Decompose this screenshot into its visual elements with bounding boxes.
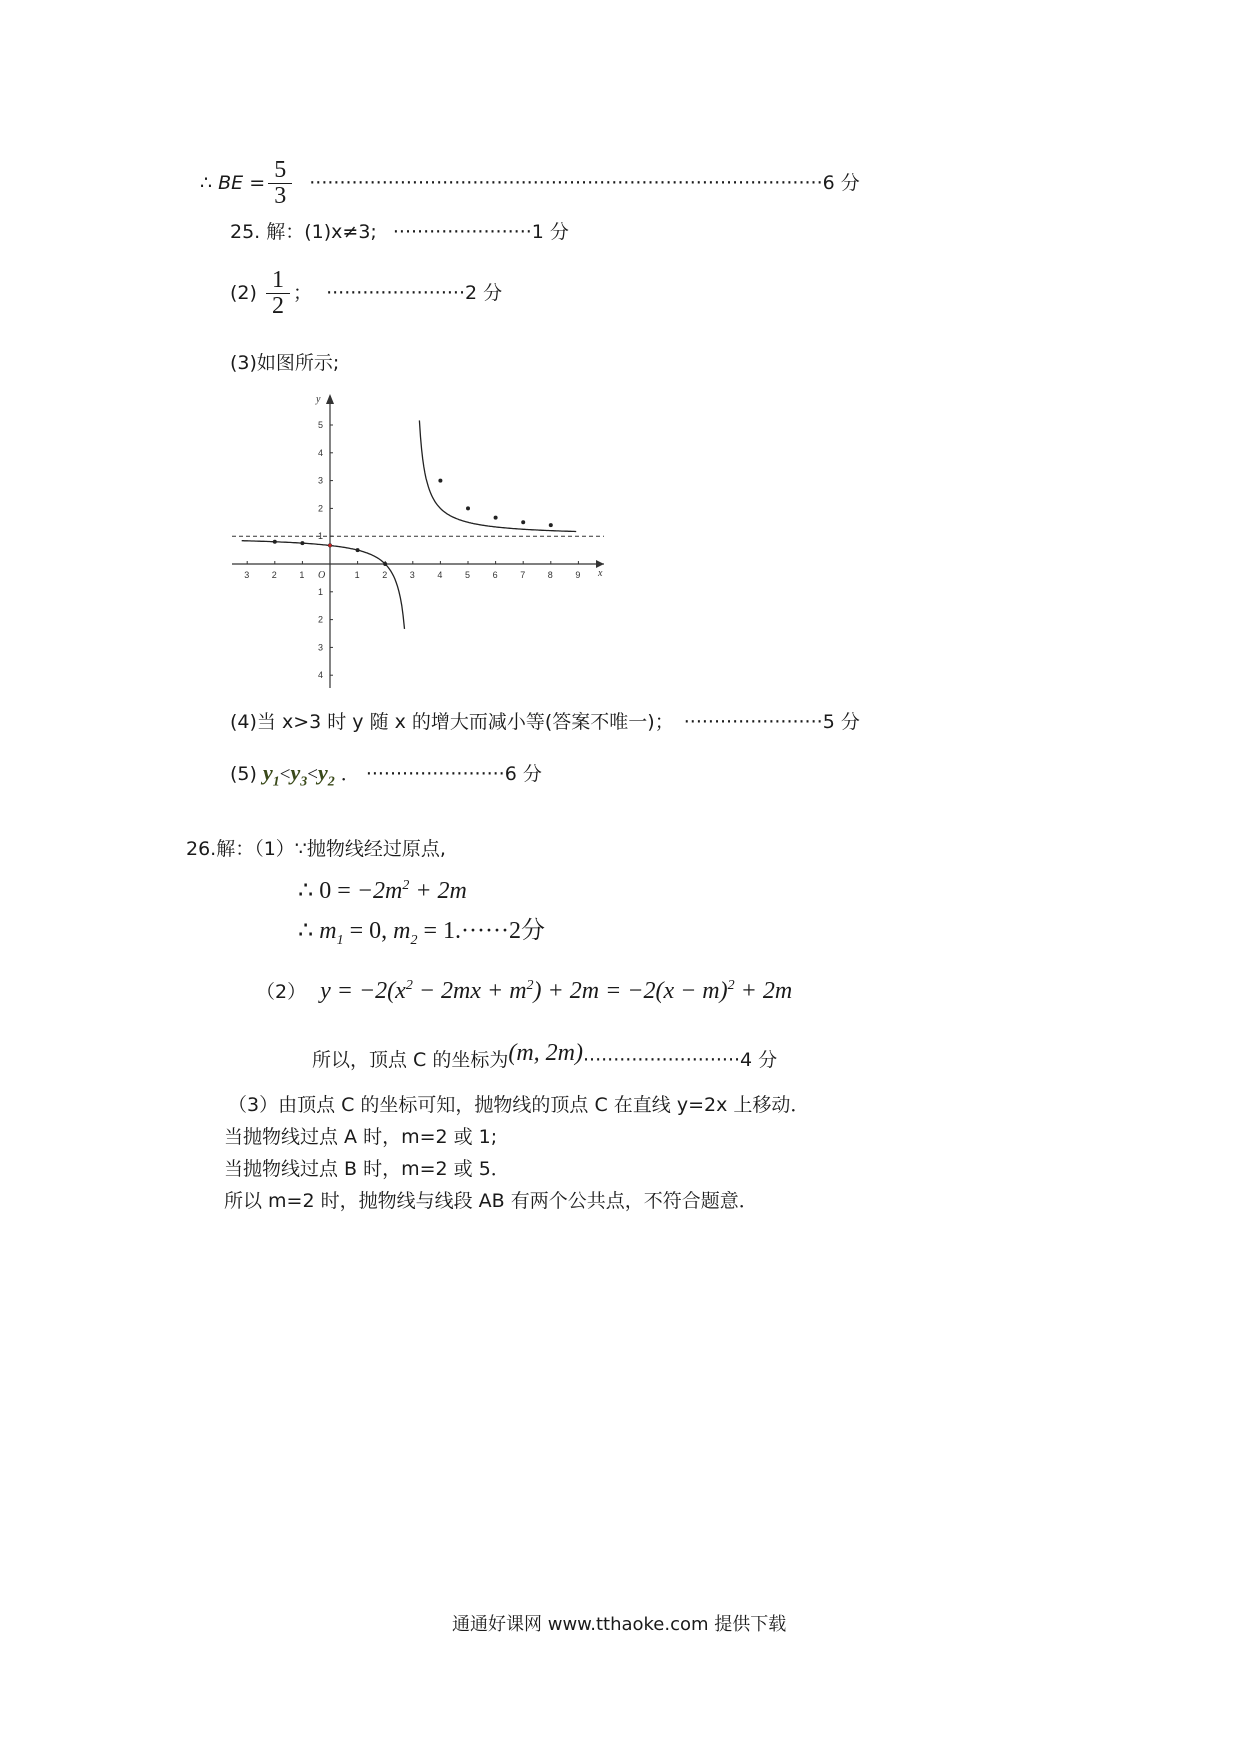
- fraction-denominator: 3: [274, 183, 287, 210]
- x-tick-label: 1: [354, 570, 360, 580]
- eq-term: $-2m^2$: [356, 878, 410, 904]
- leader-dots: ·······················: [326, 282, 465, 305]
- vertex-text: 所以，顶点 C 的坐标为: [312, 1049, 509, 1071]
- be-label: BE: [218, 172, 244, 195]
- origin-label: O: [318, 570, 326, 581]
- line-vertex-coordinate: [312, 1040, 778, 1074]
- fraction-numerator: 5: [274, 157, 287, 183]
- eq-zero: 0: [319, 878, 332, 904]
- line-q25-part3: [230, 352, 339, 375]
- x-tick-label: 8: [547, 570, 553, 580]
- x-axis-label: x: [598, 568, 603, 579]
- fraction-numerator: 1: [271, 267, 284, 293]
- y-tick-label: 4: [318, 670, 324, 681]
- y-tick-label: 1: [318, 586, 324, 597]
- leader-dots: ·····················································································: [309, 172, 823, 195]
- period: ．: [340, 763, 360, 785]
- line-conclusion: [224, 1190, 758, 1213]
- x-tick-label: 4: [437, 570, 443, 580]
- line-q25-part1: [230, 221, 569, 244]
- x-tick-label: 9: [575, 570, 581, 580]
- curve-right-branch: [419, 420, 576, 531]
- graph-point: [383, 562, 387, 566]
- footer: [452, 1614, 786, 1636]
- graph-point: [466, 506, 470, 510]
- y-axis-arrow: [326, 394, 334, 404]
- fraction-1-2: [269, 268, 287, 319]
- y-tick-label: 1: [318, 531, 324, 542]
- curve-left-branch: [242, 541, 405, 629]
- therefore-symbol: ∴: [298, 918, 314, 944]
- y2-symbol: $y_2$: [317, 760, 335, 790]
- y-tick-label: 4: [318, 447, 324, 458]
- m1-value: = 0,: [349, 918, 388, 944]
- graph-point: [438, 479, 442, 483]
- vertex-form-expression: $y = -2(x^2 - 2mx + m^2) + 2m = -2(x - m)^2 + 2m$: [320, 978, 793, 1004]
- line-point-a: [224, 1126, 497, 1149]
- conclusion-text: 所以 m=2 时，抛物线与线段 AB 有两个公共点，不符合题意．: [224, 1190, 758, 1212]
- line-q25-part5: [230, 760, 542, 791]
- part-label: (2): [230, 282, 257, 305]
- score-label: 1 分: [531, 221, 569, 243]
- y-tick-label: 3: [318, 642, 324, 653]
- line-point-b: [224, 1158, 510, 1181]
- therefore-symbol: ∴: [298, 878, 314, 904]
- equation-origin: [298, 877, 467, 906]
- graph-point: [300, 541, 304, 545]
- line-q25-part4: [230, 711, 860, 734]
- y-tick-label: 2: [318, 614, 324, 625]
- leader-dots: ·······················: [365, 763, 505, 785]
- leader-dots: ·······················: [392, 221, 532, 243]
- line-q26-part3: [228, 1094, 809, 1117]
- m2-symbol: $m_2$: [393, 918, 418, 948]
- vertex-coordinate: (m, 2m): [508, 1040, 584, 1066]
- y-tick-label: 3: [318, 475, 324, 486]
- line-q26-part1: [186, 838, 446, 861]
- y-axis-label: y: [316, 394, 321, 405]
- equals-sign: =: [249, 172, 266, 195]
- q25-part4-text: (4)当 x>3 时 y 随 x 的增大而减小等(答案不唯一)；: [230, 711, 674, 733]
- footer-text: 通通好课网 www.tthaoke.com 提供下载: [452, 1614, 787, 1635]
- m2-value: = 1.······2分: [423, 918, 546, 944]
- fraction-denominator: 2: [271, 293, 284, 320]
- equals-sign: =: [337, 878, 351, 904]
- q25-part3-text: (3)如图所示;: [230, 352, 340, 374]
- x-tick-label: 3: [409, 570, 415, 580]
- x-tick-label: 7: [520, 570, 526, 580]
- x-axis-arrow: [596, 560, 604, 568]
- x-tick-label: 5: [465, 570, 471, 580]
- less-than: <: [307, 764, 318, 785]
- y-tick-label: 5: [318, 420, 324, 430]
- q25-part1-text: 25. 解：(1)x≠3;: [230, 221, 377, 243]
- graph-point: [549, 523, 553, 527]
- y3-symbol: $y_3$: [290, 760, 308, 790]
- y1-symbol: $y_1$: [262, 760, 280, 790]
- x-tick-label: 2: [382, 570, 388, 580]
- line-q25-part2: [230, 268, 502, 319]
- y-tick-label: 2: [318, 503, 324, 514]
- point-b-text: 当抛物线过点 B 时，m=2 或 5．: [224, 1158, 510, 1180]
- part-label: （2）: [256, 981, 307, 1003]
- score-label: 6 分: [504, 763, 542, 785]
- semicolon: ；: [293, 282, 313, 305]
- equation-vertex-form: [256, 977, 792, 1006]
- therefore-symbol: ∴: [200, 172, 213, 195]
- eq-term: + 2m: [415, 878, 467, 904]
- y-intercept-mark: [328, 544, 331, 547]
- score-label: 4 分: [740, 1049, 778, 1071]
- q26-part1-text: 26.解：（1）∵抛物线经过原点,: [186, 838, 446, 860]
- graph-point: [494, 516, 498, 520]
- leader-dots: ·······················: [683, 711, 823, 733]
- x-tick-label: 2: [271, 570, 277, 580]
- graph-point: [521, 520, 525, 524]
- q26-part3-text: （3）由顶点 C 的坐标可知，抛物线的顶点 C 在直线 y=2x 上移动．: [228, 1094, 810, 1116]
- line-be-result: [200, 158, 860, 209]
- x-tick-label: 3: [244, 570, 250, 580]
- graph-point: [273, 540, 277, 544]
- leader-dots: ··························: [583, 1049, 741, 1071]
- part-label: (5): [230, 763, 257, 785]
- x-tick-label: 1: [299, 570, 305, 580]
- graph-point: [356, 548, 360, 552]
- score-label: 6 分: [822, 172, 860, 195]
- less-than: <: [279, 764, 291, 785]
- fraction-5-3: [271, 158, 289, 209]
- point-a-text: 当抛物线过点 A 时，m=2 或 1;: [224, 1126, 498, 1148]
- x-tick-label: 6: [492, 570, 498, 580]
- function-graph: [232, 392, 612, 692]
- score-label: 5 分: [822, 711, 860, 733]
- score-label: 2 分: [465, 282, 503, 305]
- equation-m-values: [298, 917, 545, 950]
- m1-symbol: $m_1$: [319, 918, 344, 948]
